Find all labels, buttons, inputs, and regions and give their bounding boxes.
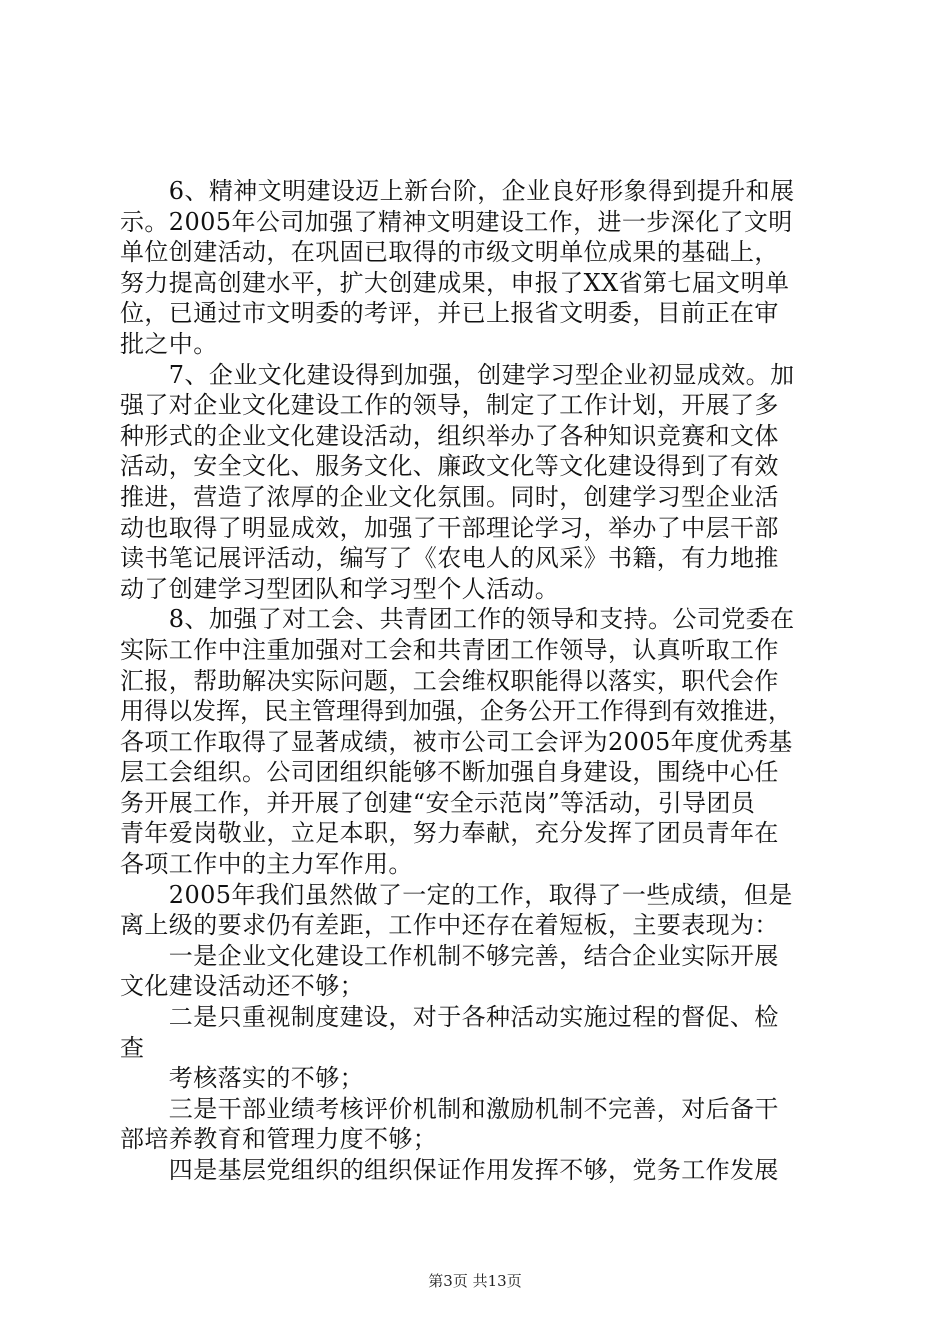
text-line: 离上级的要求仍有差距，工作中还存在着短板，主要表现为： (120, 911, 779, 940)
text-line: 二是只重视制度建设，对于各种活动实施过程的督促、检 (120, 1003, 779, 1032)
page-number-footer: 第3页 共13页 (428, 1272, 522, 1290)
text-line: 四是基层党组织的组织保证作用发挥不够，党务工作发展 (120, 1156, 779, 1184)
text-line: 2005年我们虽然做了一定的工作，取得了一些成绩，但是 (120, 880, 793, 909)
text-line: 部培养教育和管理力度不够； (120, 1125, 438, 1154)
text-line: 实际工作中注重加强对工会和共青团工作领导，认真听取工作 (120, 635, 779, 664)
text-line: 推进，营造了浓厚的企业文化氛围。同时，创建学习型企业活 (120, 482, 779, 511)
text-line: 种形式的企业文化建设活动，组织举办了各种知识竞赛和文体 (120, 421, 779, 450)
text-line: 各项工作取得了显著成绩，被市公司工会评为2005年度优秀基 (120, 727, 793, 756)
text-line: 单位创建活动，在巩固已取得的市级文明单位成果的基础上， (120, 238, 779, 267)
text-line: 考核落实的不够； (120, 1064, 364, 1093)
text-line: 读书笔记展评活动，编写了《农电人的风采》书籍，有力地推 (120, 544, 779, 573)
text-line: 努力提高创建水平，扩大创建成果，申报了XX省第七届文明单 (120, 268, 790, 297)
text-line: 位，已通过市文明委的考评，并已上报省文明委，目前正在审 (120, 299, 779, 328)
text-line: 查 (120, 1033, 145, 1062)
document-body (120, 176, 836, 1186)
text-line: 汇报，帮助解决实际问题，工会维权职能得以落实，职代会作 (120, 666, 779, 695)
text-line: 用得以发挥，民主管理得到加强，企务公开工作得到有效推进， (120, 697, 792, 726)
text-line: 批之中。 (120, 329, 218, 358)
text-line: 文化建设活动还不够； (120, 972, 364, 1001)
text-line: 7、企业文化建设得到加强，创建学习型企业初显成效。加 (120, 360, 795, 389)
text-line: 示。2005年公司加强了精神文明建设工作，进一步深化了文明 (120, 207, 793, 236)
text-line: 各项工作中的主力军作用。 (120, 850, 413, 879)
text-line: 强了对企业文化建设工作的领导，制定了工作计划，开展了多 (120, 391, 779, 420)
text-line: 6、精神文明建设迈上新台阶，企业良好形象得到提升和展 (120, 177, 795, 205)
text-line: 一是企业文化建设工作机制不够完善，结合企业实际开展 (120, 941, 779, 970)
text-line: 层工会组织。公司团组织能够不断加强自身建设，围绕中心任 (120, 758, 779, 787)
text-line: 活动，安全文化、服务文化、廉政文化等文化建设得到了有效 (120, 452, 779, 481)
text-line: 动了创建学习型团队和学习型个人活动。 (120, 574, 560, 603)
text-line: 务开展工作，并开展了创建“安全示范岗”等活动，引导团员 (120, 788, 756, 817)
text-line: 动也取得了明显成效，加强了干部理论学习，举办了中层干部 (120, 513, 779, 542)
text-line: 三是干部业绩考核评价机制和激励机制不完善，对后备干 (120, 1094, 779, 1123)
text-line: 青年爱岗敬业，立足本职，努力奉献，充分发挥了团员青年在 (120, 819, 779, 848)
text-line: 8、加强了对工会、共青团工作的领导和支持。公司党委在 (120, 605, 795, 634)
